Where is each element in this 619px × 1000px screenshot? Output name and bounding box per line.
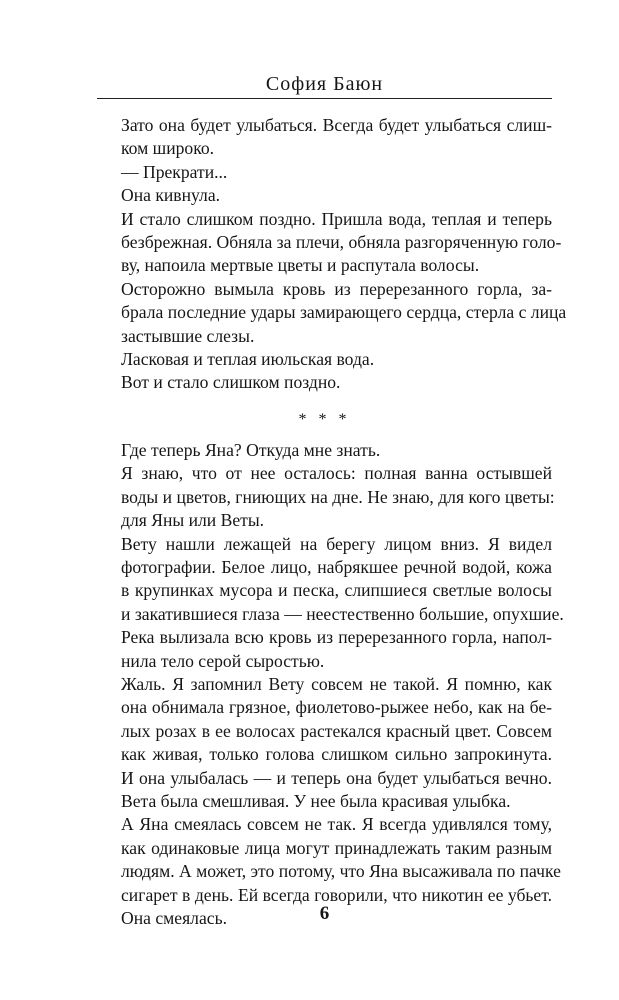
paragraph bbox=[97, 161, 552, 184]
body-text bbox=[97, 114, 567, 930]
text-line: А Яна смеялась совсем не так. Я всегда удивлялся тому, bbox=[121, 814, 552, 835]
text-line: застывшие слезы. bbox=[121, 325, 255, 346]
text-line: нила тело серой сыростью. bbox=[121, 650, 325, 671]
text-line: Зато она будет улыбаться. Всегда будет улыбаться слиш- bbox=[121, 115, 552, 135]
section-separator: * * * bbox=[298, 410, 351, 428]
text-line: брала последние удары замирающего сердца, стерла с лица bbox=[121, 302, 567, 323]
text-line: для Яны или Веты. bbox=[121, 510, 265, 531]
text-line: Я знаю, что от нее осталось: полная ванна остывшей bbox=[121, 463, 552, 484]
text-line: фотографии. Белое лицо, набрякшее речной водой, кожа bbox=[121, 556, 552, 577]
text-line: она обнимала грязное, фиолетово-рыжее небо, как на бе- bbox=[121, 697, 552, 718]
text-line: Ласковая и теплая июльская вода. bbox=[121, 349, 375, 370]
text-section-1 bbox=[97, 114, 567, 395]
text-line: как живая, только голова слишком сильно запрокинута. bbox=[121, 744, 552, 765]
text-line: ком широко. bbox=[121, 138, 215, 159]
text-line: лых розах в ее волосах растекался красный цвет. Совсем bbox=[121, 720, 552, 741]
paragraph bbox=[97, 371, 552, 394]
text-line: сигарет в день. Ей всегда говорили, что никотин ее убьет. bbox=[121, 884, 552, 905]
paragraph bbox=[97, 462, 555, 532]
text-line: — Прекрати... bbox=[121, 161, 228, 182]
text-line: безбрежная. Обняла за плечи, обняла разгоряченную голо- bbox=[121, 232, 562, 253]
text-line: ву, напоила мертвые цветы и распутала волосы. bbox=[121, 255, 480, 276]
text-line: Река вылизала всю кровь из перерезанного горла, напол- bbox=[121, 627, 552, 648]
text-line: Где теперь Яна? Откуда мне знать. bbox=[121, 439, 381, 460]
paragraph bbox=[97, 673, 552, 813]
text-line: Жаль. Я запомнил Вету совсем не такой. Я помню, как bbox=[121, 673, 552, 694]
paragraph bbox=[97, 278, 567, 348]
paragraph bbox=[97, 114, 552, 161]
text-line: и закатившиеся глаза — неестественно большие, опухшие. bbox=[121, 603, 564, 624]
text-line: Осторожно вымыла кровь из перерезанного горла, за- bbox=[121, 278, 552, 299]
text-line: Вету нашли лежащей на берегу лицом вниз. Я видел bbox=[121, 533, 552, 554]
text-line: воды и цветов, гниющих на дне. Не знаю, для кого цветы: bbox=[121, 486, 555, 507]
text-line: И она улыбалась — и теперь она будет улыбаться вечно. bbox=[121, 767, 552, 788]
text-line: Вета была смешливая. У нее была красивая улыбка. bbox=[121, 790, 511, 811]
text-line: Она смеялась. bbox=[121, 908, 227, 928]
paragraph bbox=[97, 184, 552, 207]
text-section-2 bbox=[97, 439, 564, 931]
text-line: в крупинках мусора и песка, слипшиеся светлые волосы bbox=[121, 580, 552, 601]
text-line: как одинаковые лица могут принадлежать таким разным bbox=[121, 837, 552, 858]
header-rule bbox=[97, 98, 552, 99]
paragraph bbox=[97, 533, 564, 673]
text-line: Она кивнула. bbox=[121, 185, 221, 206]
text-line: Вот и стало слишком поздно. bbox=[121, 372, 341, 393]
text-line: людям. А может, это потому, что Яна высаживала по пачке bbox=[121, 861, 561, 882]
running-head-author: София Баюн bbox=[265, 73, 384, 95]
text-line: И стало слишком поздно. Пришла вода, теплая и теперь bbox=[121, 208, 552, 229]
paragraph bbox=[97, 348, 552, 371]
paragraph bbox=[97, 439, 552, 462]
paragraph bbox=[97, 208, 562, 278]
page-number: 6 bbox=[319, 903, 330, 924]
